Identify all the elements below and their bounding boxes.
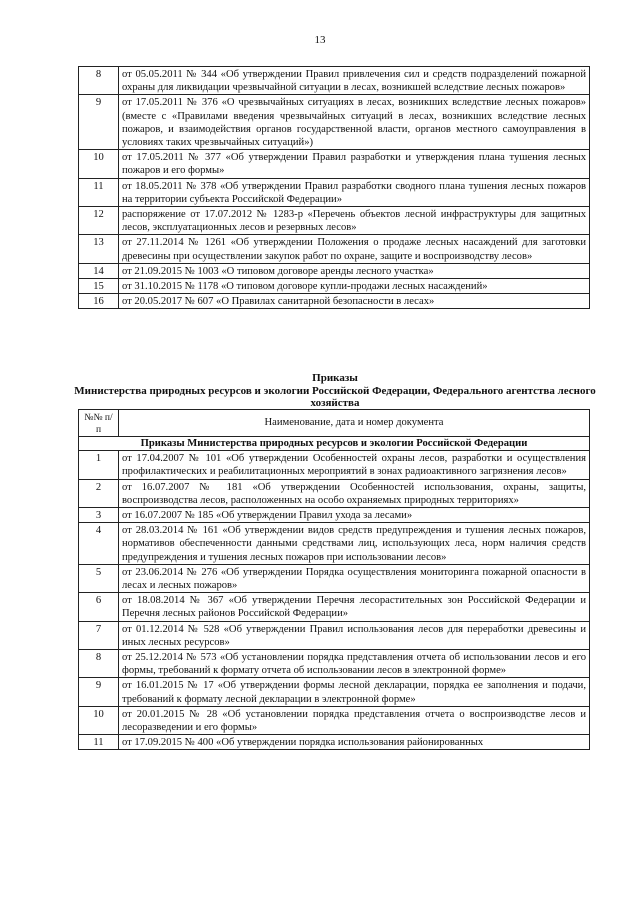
row-number: 15 — [79, 279, 119, 294]
row-number: 5 — [79, 564, 119, 592]
document-title: от 01.12.2014 № 528 «Об утверждении Правил использования лесов для переработки древесины и иных лесных ресурсов» — [119, 621, 590, 649]
document-title: от 17.05.2011 № 377 «Об утверждении Правил разработки и утверждения плана тушения лесных пожаров и его формы» — [119, 150, 590, 178]
row-number: 1 — [79, 451, 119, 479]
document-title: от 23.06.2014 № 276 «Об утверждении Порядка осуществления мониторинга пожарной опасности в лесах и лесных пожаров» — [119, 564, 590, 592]
table-row — [79, 564, 590, 592]
document-title: от 31.10.2015 № 1178 «О типовом договоре купли-продажи лесных насаждений» — [119, 279, 590, 294]
page-number: 13 — [314, 34, 326, 46]
document-title: от 16.01.2015 № 17 «Об утверждении формы лесной декларации, порядка ее заполнения и подачи, требований к формату лесной декларации в электронной форме» — [119, 678, 590, 706]
table-row — [79, 451, 590, 479]
table-row — [79, 178, 590, 206]
orders-table — [78, 409, 590, 750]
table-row — [79, 95, 590, 150]
row-number: 8 — [79, 650, 119, 678]
document-title: распоряжение от 17.07.2012 № 1283-р «Перечень объектов лесной инфраструктуры для защитных лесов, эксплуатационных лесов и резервных лесов» — [119, 207, 590, 235]
document-title: от 17.05.2011 № 376 «О чрезвычайных ситуациях в лесах, возникших вследствие лесных пожаров» (вместе с «Правилами введения чрезвычайных ситуаций в лесах, возникших вследствие лесных пожаров, и взаимодействия органов государственной власти, органов местного самоуправления в условиях таких чрезвычайных ситуаций») — [119, 95, 590, 150]
table-row — [79, 593, 590, 621]
row-number: 4 — [79, 523, 119, 565]
document-title: от 05.05.2011 № 344 «Об утверждении Правил привлечения сил и средств подразделений пожарной охраны для ликвидации чрезвычайной ситуации в лесах, возникшей вследствие лесных пожаров» — [119, 67, 590, 95]
row-number: 13 — [79, 235, 119, 263]
table-row — [79, 263, 590, 278]
column-header-title: Наименование, дата и номер документа — [119, 410, 590, 437]
table-subheading: Приказы Министерства природных ресурсов и экологии Российской Федерации — [79, 437, 590, 451]
table-body — [79, 437, 590, 750]
section-subtitle: Министерства природных ресурсов и экологии Российской Федерации, Федерального агентства лесного хозяйства — [74, 384, 596, 409]
document-title: от 25.12.2014 № 573 «Об установлении порядка представления отчета об использовании лесов и его формы, требований к формату отчета об использовании лесов в электронной форме» — [119, 650, 590, 678]
document-title: от 17.04.2007 № 101 «Об утверждении Особенностей охраны лесов, разработки и осуществления профилактических и реабилитационных мероприятий в зонах радиоактивного загрязнения лесов» — [119, 451, 590, 479]
document-title: от 20.05.2017 № 607 «О Правилах санитарной безопасности в лесах» — [119, 294, 590, 309]
table-body — [79, 67, 590, 309]
documents-table-continued — [78, 66, 590, 309]
document-title: от 27.11.2014 № 1261 «Об утверждении Положения о продаже лесных насаждений для заготовки древесины при осуществлении закупок работ по охране, защите и воспроизводству лесов» — [119, 235, 590, 263]
row-number: 7 — [79, 621, 119, 649]
document-title: от 17.09.2015 № 400 «Об утверждении порядка использования районированных — [119, 735, 590, 750]
table-row — [79, 150, 590, 178]
section-title: Приказы — [312, 372, 358, 384]
table-row — [79, 523, 590, 565]
table-row — [79, 67, 590, 95]
table-row — [79, 235, 590, 263]
table-row — [79, 706, 590, 734]
row-number: 3 — [79, 508, 119, 523]
row-number: 9 — [79, 678, 119, 706]
row-number: 11 — [79, 735, 119, 750]
row-number: 2 — [79, 479, 119, 507]
column-header-number: №№ п/п — [79, 410, 119, 437]
document-title: от 28.03.2014 № 161 «Об утверждении видов средств предупреждения и тушения лесных пожаров, нормативов обеспеченности данными средствами лиц, использующих леса, норм наличия средств предупреждения и тушения лесных пожаров при использовании лесов» — [119, 523, 590, 565]
row-number: 9 — [79, 95, 119, 150]
section-heading — [70, 372, 600, 410]
row-number: 10 — [79, 706, 119, 734]
row-number: 11 — [79, 178, 119, 206]
subheading-row — [79, 437, 590, 451]
row-number: 8 — [79, 67, 119, 95]
table-row — [79, 678, 590, 706]
table-row — [79, 279, 590, 294]
row-number: 14 — [79, 263, 119, 278]
row-number: 16 — [79, 294, 119, 309]
document-title: от 16.07.2007 № 181 «Об утверждении Особенностей использования, охраны, защиты, воспроизводства лесов, расположенных на особо охраняемых природных территориях» — [119, 479, 590, 507]
table-row — [79, 735, 590, 750]
table-row — [79, 508, 590, 523]
row-number: 6 — [79, 593, 119, 621]
document-title: от 21.09.2015 № 1003 «О типовом договоре аренды лесного участка» — [119, 263, 590, 278]
document-title: от 18.05.2011 № 378 «Об утверждении Правил разработки сводного плана тушения лесных пожаров на территории субъекта Российской Федерации» — [119, 178, 590, 206]
table-row — [79, 621, 590, 649]
table-row — [79, 207, 590, 235]
table-row — [79, 650, 590, 678]
table-row — [79, 294, 590, 309]
table-header-row — [79, 410, 590, 437]
document-title: от 20.01.2015 № 28 «Об установлении порядка представления отчета о воспроизводстве лесов и лесоразведении и его формы» — [119, 706, 590, 734]
table-row — [79, 479, 590, 507]
document-title: от 18.08.2014 № 367 «Об утверждении Перечня лесорастительных зон Российской Федерации и Перечня лесных районов Российской Федерации» — [119, 593, 590, 621]
row-number: 12 — [79, 207, 119, 235]
document-title: от 16.07.2007 № 185 «Об утверждении Правил ухода за лесами» — [119, 508, 590, 523]
row-number: 10 — [79, 150, 119, 178]
